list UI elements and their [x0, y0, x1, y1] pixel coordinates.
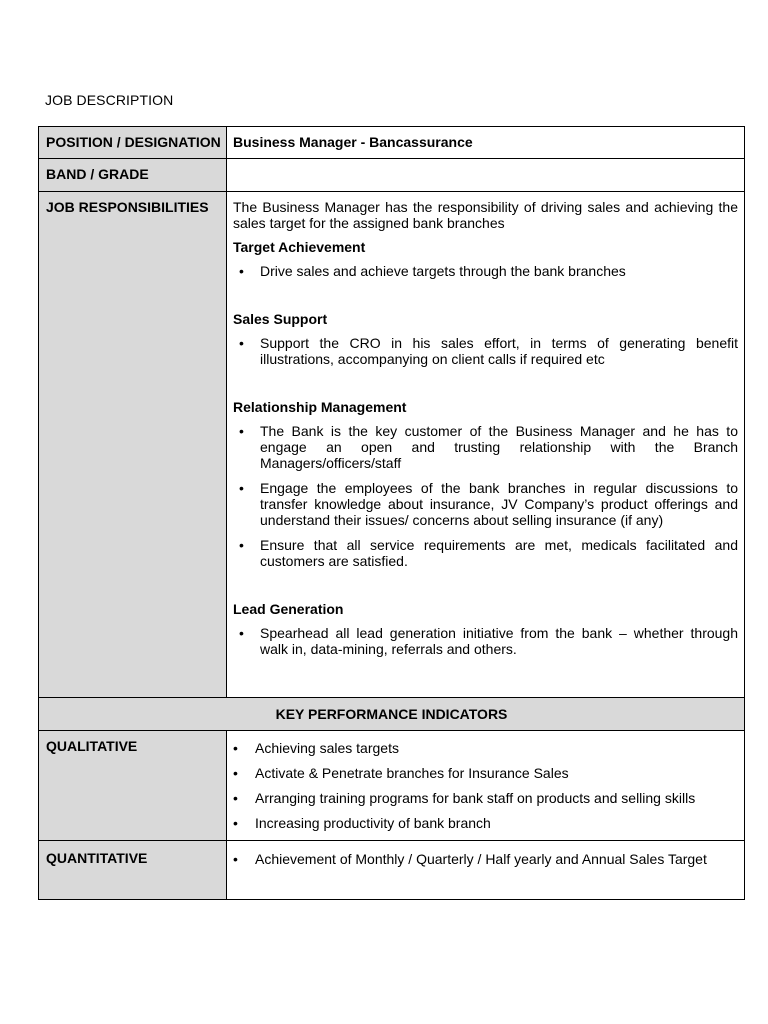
list-item: [233, 480, 738, 528]
band-row: [39, 159, 745, 192]
bullet-icon: •: [233, 740, 238, 756]
list-item-text: Arranging training programs for bank staff on products and selling skills: [255, 790, 696, 806]
section-list-sales-support: [233, 335, 738, 367]
list-item-text: Drive sales and achieve targets through the bank branches: [260, 263, 626, 279]
section-heading-relationship: Relationship Management: [233, 399, 407, 415]
list-item: [233, 851, 738, 867]
band-label: BAND / GRADE: [39, 159, 227, 192]
bullet-icon: •: [233, 815, 238, 831]
responsibilities-row: [39, 192, 745, 698]
list-item-text: Increasing productivity of bank branch: [255, 815, 491, 831]
bullet-icon: •: [239, 537, 244, 553]
job-description-table: [38, 126, 745, 900]
qualitative-label: QUALITATIVE: [39, 731, 227, 841]
list-item: [233, 423, 738, 471]
quantitative-row: [39, 841, 745, 900]
list-item-text: Engage the employees of the bank branches in regular discussions to transfer knowledge about insurance, JV Company’s product offerings and understand their issues/ concerns about selling insurance (if any): [260, 480, 738, 528]
section-heading-sales-support: Sales Support: [233, 311, 328, 327]
list-item-text: The Bank is the key customer of the Business Manager and he has to engage an open and trusting relationship with the Branch Managers/officers/staff: [260, 423, 738, 471]
section-heading-lead-generation: Lead Generation: [233, 601, 344, 617]
position-value: Business Manager - Bancassurance: [227, 127, 745, 159]
list-item-text: Support the CRO in his sales effort, in terms of generating benefit illustrations, accompanying on client calls if required etc: [260, 335, 738, 367]
list-item: [233, 790, 738, 806]
section-heading-target: Target Achievement: [233, 239, 366, 255]
list-item-text: Activate & Penetrate branches for Insurance Sales: [255, 765, 569, 781]
quantitative-label: QUANTITATIVE: [39, 841, 227, 900]
band-value: [227, 159, 745, 192]
section-list-target: [233, 263, 738, 279]
position-row: [39, 127, 745, 159]
bullet-icon: •: [239, 423, 244, 439]
qualitative-list: [233, 740, 738, 831]
qualitative-content: [227, 731, 745, 841]
bullet-icon: •: [233, 765, 238, 781]
list-item: [233, 263, 738, 279]
responsibilities-label: JOB RESPONSIBILITIES: [39, 192, 227, 698]
list-item-text: Achievement of Monthly / Quarterly / Half yearly and Annual Sales Target: [255, 851, 707, 867]
position-label: POSITION / DESIGNATION: [39, 127, 227, 159]
bullet-icon: •: [239, 625, 244, 641]
responsibilities-content: [227, 192, 745, 698]
document-title: JOB DESCRIPTION: [45, 92, 174, 108]
bullet-icon: •: [239, 480, 244, 496]
list-item-text: Achieving sales targets: [255, 740, 399, 756]
list-item-text: Spearhead all lead generation initiative from the bank – whether through walk in, data-mining, referrals and others.: [260, 625, 738, 657]
list-item: [233, 815, 738, 831]
bullet-icon: •: [239, 335, 244, 351]
section-list-relationship: [233, 423, 738, 569]
section-list-lead-generation: [233, 625, 738, 657]
list-item: [233, 740, 738, 756]
list-item: [233, 537, 738, 569]
list-item: [233, 625, 738, 657]
responsibilities-intro: The Business Manager has the responsibility of driving sales and achieving the sales target for the assigned bank branches: [233, 199, 738, 231]
list-item-text: Ensure that all service requirements are met, medicals facilitated and customers are satisfied.: [260, 537, 738, 569]
list-item: [233, 765, 738, 781]
qualitative-row: [39, 731, 745, 841]
kpi-header: KEY PERFORMANCE INDICATORS: [39, 698, 745, 731]
quantitative-list: [233, 851, 738, 867]
kpi-header-row: [39, 698, 745, 731]
bullet-icon: •: [233, 790, 238, 806]
bullet-icon: •: [239, 263, 244, 279]
list-item: [233, 335, 738, 367]
quantitative-content: [227, 841, 745, 900]
bullet-icon: •: [233, 851, 238, 867]
